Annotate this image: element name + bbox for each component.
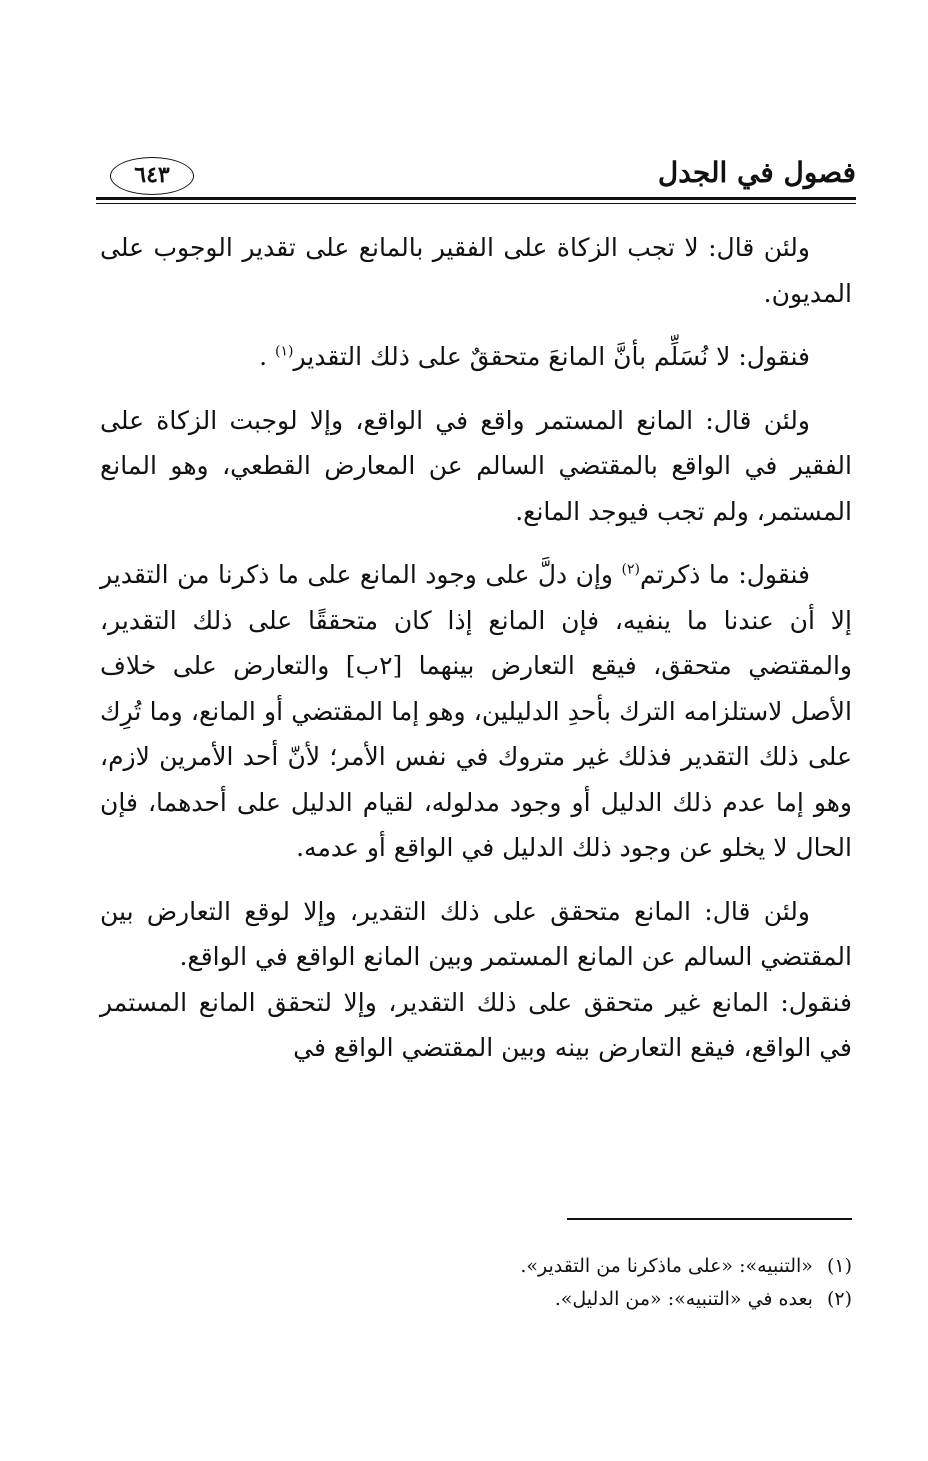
footnote-2-text: بعده في «التنبيه»: «من الدليل». <box>554 1288 813 1310</box>
header-double-rule <box>96 197 856 204</box>
footnote-ref-2[interactable]: (٢) <box>621 561 640 578</box>
footnote-1 <box>100 1250 852 1283</box>
footnote-1-text: «التنبيه»: «على ماذكرنا من التقدير». <box>520 1255 813 1277</box>
paragraph-2-end: . <box>259 342 268 371</box>
paragraph-3: ولئن قال: المانع المستمر واقع في الواقع، وإلا لوجبت الزكاة على الفقير في الواقع بالمقتضي السالم عن المعارض القطعي، وهو المانع المستمر، ولم تجب فيوجد المانع. <box>100 405 852 526</box>
paragraph-4-start: فنقول: ما ذكرتم <box>639 560 810 589</box>
paragraph-6: فنقول: المانع غير متحقق على ذلك التقدير، وإلا لتحقق المانع المستمر في الواقع، فيقع التعارض بينه وبين المقتضي الواقع في <box>100 987 852 1062</box>
page-number: ٦٤٣ <box>110 157 194 195</box>
footnote-1-number: (١) <box>826 1255 852 1277</box>
paragraph-5: ولئن قال: المانع متحقق على ذلك التقدير، وإلا لوقع التعارض بين المقتضي السالم عن المانع المستمر وبين المانع الواقع في الواقع. <box>100 896 852 971</box>
paragraph-4-rest: وإن دلَّ على وجود المانع على ما ذكرنا من التقدير إلا أن عندنا ما ينفيه، فإن المانع إذا كان متحققًا على ذلك التقدير، والمقتضي متحقق، فيقع التعارض بينهما [٢ب] والتعارض على خلاف الأصل لاستلزامه الترك بأحدِ الدليلين، وهو إما المقتضي أو المانع، وما تُرِك على ذلك التقدير فذلك غير متروك في نفس الأمر؛ لأنّ أحد الأمرين لازم، وهو إما عدم ذلك الدليل أو وجود مدلوله، لقيام الدليل على أحدهما، فإن الحال لا يخلو عن وجود ذلك الدليل في الواقع أو عدمه. <box>100 560 853 862</box>
paragraph-2-text: فنقول: لا نُسَلِّم بأنَّ المانعَ متحققٌ على ذلك التقدير <box>293 342 810 371</box>
paragraph-4 <box>100 552 852 871</box>
paragraph-1: ولئن قال: لا تجب الزكاة على الفقير بالمانع على تقدير الوجوب على المديون. <box>100 233 852 308</box>
footnotes <box>100 1250 852 1316</box>
running-title: فصول في الجدل <box>657 156 856 189</box>
footnote-2 <box>100 1283 852 1316</box>
paragraph-2 <box>100 334 852 380</box>
footnote-2-number: (٢) <box>826 1288 852 1310</box>
page-header <box>96 155 856 203</box>
footnote-ref-1[interactable]: (١) <box>275 343 294 360</box>
footnote-separator <box>567 1218 852 1220</box>
main-text <box>100 225 852 1071</box>
